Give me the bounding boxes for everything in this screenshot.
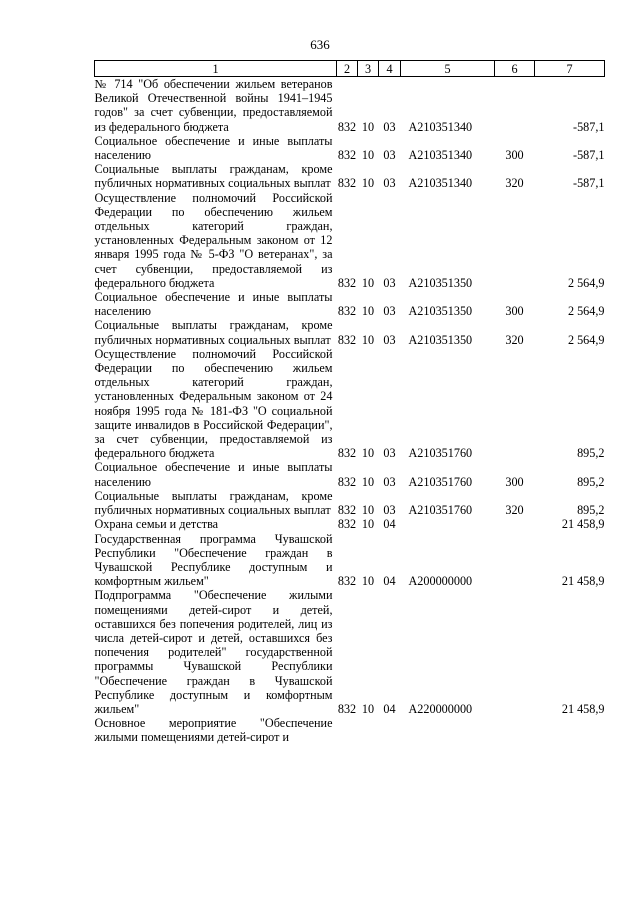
amount: 21 458,9 (561, 701, 605, 716)
target-article-code: А210351760 (408, 474, 473, 489)
table-row (95, 489, 605, 517)
target-article-code: А210351350 (408, 304, 473, 319)
target-article-code: А210351350 (408, 332, 473, 347)
ministry-code: 832 (337, 275, 357, 290)
target-article-code: А210351760 (408, 503, 473, 518)
section-code: 10 (361, 474, 375, 489)
ministry-code: 832 (337, 446, 357, 461)
section-code: 10 (361, 332, 375, 347)
subsection-code: 04 (383, 574, 396, 589)
target-article-code: А200000000 (408, 574, 473, 589)
expense-type-code (495, 532, 535, 589)
expense-type-code (495, 517, 535, 531)
ministry-code: 832 (337, 503, 357, 518)
subsection-code: 03 (383, 176, 396, 191)
expense-type-code: 300 (505, 304, 524, 319)
table-row (95, 588, 605, 716)
ministry-code: 832 (337, 574, 357, 589)
amount (535, 716, 605, 744)
row-description: Осуществление полномочий Российской Федерации по обеспечению жильем отдельных категорий граждан, установленных Федеральным законом от 12 января 1995 года № 5-ФЗ "О ветеранах", за счет субвенции, предоставляемой из федерального бюджета (94, 190, 333, 290)
row-description: Социальное обеспечение и иные выплаты населению (94, 460, 333, 489)
expense-type-code: 300 (505, 148, 524, 163)
table-row (95, 77, 605, 134)
ministry-code: 832 (337, 119, 357, 134)
table-row (95, 134, 605, 162)
ministry-code: 832 (337, 304, 357, 319)
table-row (95, 191, 605, 290)
table-row (95, 290, 605, 318)
section-code: 10 (361, 148, 375, 163)
column-header: 3 (358, 61, 379, 77)
section-code: 10 (361, 176, 375, 191)
amount: 2 564,9 (567, 332, 605, 347)
amount: 21 458,9 (561, 574, 605, 589)
amount: 21 458,9 (561, 517, 605, 532)
ministry-code: 832 (337, 474, 357, 489)
column-header: 5 (401, 61, 495, 77)
subsection-code: 03 (383, 503, 396, 518)
ministry-code: 832 (337, 332, 357, 347)
section-code: 10 (361, 304, 375, 319)
section-code: 10 (361, 119, 375, 134)
amount: 895,2 (577, 474, 605, 489)
row-description: Подпрограмма "Обеспечение жилыми помещениями детей-сирот и детей, оставшихся без попечения родителей, лиц из числа детей-сирот и детей, оставшихся без попечения родителей" государственной программы Чувашской Республики "Обеспечение граждан в Чувашской Республике доступным и комфортным жильем" (94, 588, 333, 716)
section-code: 10 (361, 574, 375, 589)
ministry-code: 832 (337, 148, 357, 163)
subsection-code: 03 (383, 332, 396, 347)
ministry-code (337, 716, 358, 744)
expense-type-code: 320 (505, 332, 524, 347)
subsection-code: 03 (383, 148, 396, 163)
expense-type-code: 320 (505, 176, 524, 191)
row-description: Социальное обеспечение и иные выплаты населению (94, 133, 333, 163)
ministry-code: 832 (337, 701, 357, 716)
section-code: 10 (361, 701, 375, 716)
column-header: 6 (495, 61, 535, 77)
column-header: 1 (95, 61, 337, 77)
expense-type-code (495, 77, 535, 134)
amount: 2 564,9 (567, 275, 605, 290)
target-article-code (401, 517, 495, 531)
row-description: Социальные выплаты гражданам, кроме публичных нормативных социальных выплат (94, 488, 333, 518)
table-row (95, 532, 605, 589)
ministry-code: 832 (337, 517, 357, 532)
row-description: Охрана семьи и детства (94, 517, 219, 532)
table-row (95, 460, 605, 488)
section-code: 10 (361, 517, 375, 532)
section-code: 10 (361, 275, 375, 290)
row-description: Социальные выплаты гражданам, кроме публичных нормативных социальных выплат (94, 318, 333, 347)
target-article-code: А210351760 (408, 446, 473, 461)
table-row (95, 517, 605, 531)
target-article-code: А210351340 (408, 176, 473, 191)
budget-table (94, 60, 605, 745)
target-article-code: А210351350 (408, 275, 473, 290)
column-header: 2 (337, 61, 358, 77)
amount: 895,2 (577, 503, 605, 518)
amount: -587,1 (573, 148, 605, 163)
expense-type-code: 300 (505, 474, 524, 489)
subsection-code: 03 (383, 275, 396, 290)
expense-type-code (495, 588, 535, 716)
table-row (95, 318, 605, 346)
subsection-code: 03 (383, 304, 396, 319)
subsection-code: 04 (383, 701, 396, 716)
page-number: 636 (310, 37, 330, 52)
table-row (95, 162, 605, 190)
expense-type-code (495, 716, 535, 744)
expense-type-code (495, 191, 535, 290)
target-article-code: А220000000 (408, 701, 473, 716)
section-code: 10 (361, 446, 375, 461)
row-description: Социальное обеспечение и иные выплаты населению (94, 290, 333, 319)
row-description: Основное мероприятие "Обеспечение жилыми помещениями детей-сирот и (94, 716, 333, 745)
expense-type-code (495, 347, 535, 461)
amount: -587,1 (573, 119, 605, 134)
amount: -587,1 (573, 176, 605, 191)
column-header: 4 (379, 61, 401, 77)
section-code: 10 (361, 503, 375, 518)
target-article-code: А210351340 (408, 148, 473, 163)
subsection-code: 04 (383, 517, 396, 532)
row-description: Осуществление полномочий Российской Федерации по обеспечению жильем отдельных категорий граждан, установленных Федеральным законом от 24 ноября 1995 года № 181-ФЗ "О социальной защите инвалидов в Российской Федерации", за счет субвенции, предоставляемой из федерального бюджета (94, 346, 333, 461)
ministry-code: 832 (337, 176, 357, 191)
amount: 2 564,9 (567, 304, 605, 319)
row-description: Государственная программа Чувашской Республики "Обеспечение граждан в Чувашской Республике доступным и комфортным жильем" (94, 531, 333, 589)
row-description: Социальные выплаты гражданам, кроме публичных нормативных социальных выплат (94, 162, 333, 191)
table-row (95, 716, 605, 744)
subsection-code: 03 (383, 474, 396, 489)
row-description: № 714 "Об обеспечении жильем ветеранов Великой Отечественной войны 1941–1945 годов" за счет субвенции, предоставляемой из федерального бюджета (94, 77, 333, 134)
subsection-code: 03 (383, 446, 396, 461)
amount: 895,2 (577, 446, 605, 461)
table-row (95, 347, 605, 461)
target-article-code: А210351340 (408, 119, 473, 134)
expense-type-code: 320 (505, 503, 524, 518)
header-row (95, 61, 605, 77)
column-header: 7 (535, 61, 605, 77)
section-code (358, 716, 379, 744)
subsection-code: 03 (383, 119, 396, 134)
target-article-code (401, 716, 495, 744)
subsection-code (379, 716, 401, 744)
